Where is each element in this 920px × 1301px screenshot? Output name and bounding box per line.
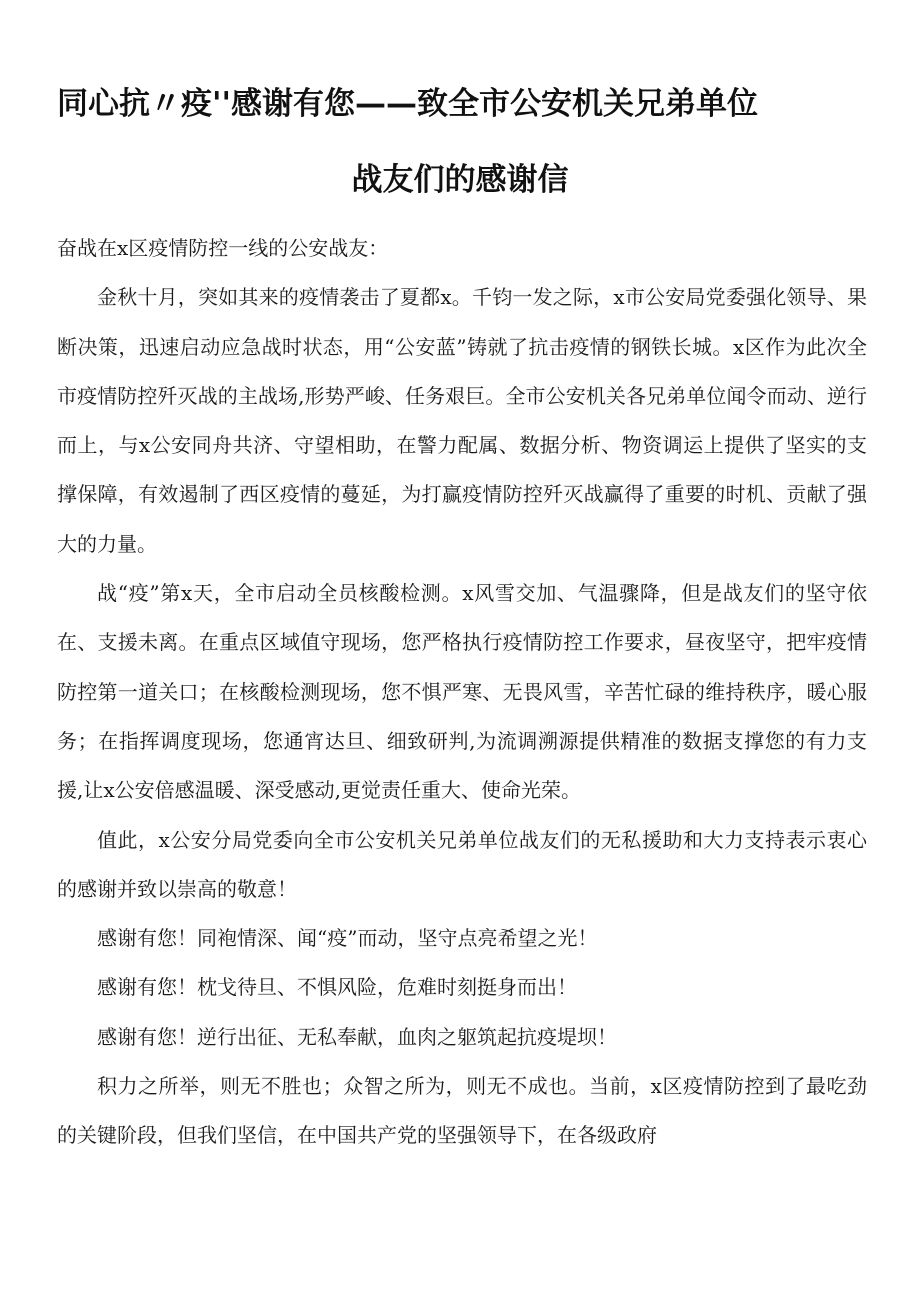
paragraph-6: 感谢有您！逆行出征、无私奉献，血肉之躯筑起抗疫堤坝！ bbox=[97, 1024, 617, 1049]
salutation: 奋战在x区疫情防控一线的公安战友： bbox=[57, 236, 389, 260]
document-title-line-1: 同心抗〃疫''感谢有您——致全市公安机关兄弟单位 bbox=[57, 86, 758, 122]
paragraph-4: 感谢有您！同袍情深、闻“疫”而动，坚守点亮希望之光！ bbox=[97, 926, 598, 951]
paragraph-1: 金秋十月，突如其来的疫情袭击了夏都x。千钧一发之际，x市公安局党委强化领导、果断决策，迅速启动应急战时状态，用“公安蓝”铸就了抗击疫情的钢铁长城。x区作为此次全市疫情防控歼灭战的主战场,形势严峻、任务艰巨。全市公安机关各兄弟单位闻令而动、逆行而上，与x公安同舟共济、守望相助，在警力配属、数据分析、物资调运上提供了坚实的支撑保障，有效遏制了西区疫情的蔓延，为打赢疫情防控歼灭战赢得了重要的时机、贡献了强大的力量。 bbox=[57, 285, 867, 556]
paragraph-2: 战“疫”第x天，全市启动全员核酸检测。x风雪交加、气温骤降，但是战友们的坚守依在、支援未离。在重点区域值守现场，您严格执行疫情防控工作要求，昼夜坚守，把牢疫情防控第一道关口；在核酸检测现场，您不惧严寒、无畏风雪，辛苦忙碌的维持秩序，暖心服务；在指挥调度现场，您通宵达旦、细致研判,为流调溯源提供精准的数据支撑您的有力支援,让x公安倍感温暖、深受感动,更觉责任重大、使命光荣。 bbox=[57, 581, 867, 803]
paragraph-3: 值此，x公安分局党委向全市公安机关兄弟单位战友们的无私援助和大力支持表示衷心的感谢并致以崇高的敬意！ bbox=[57, 827, 867, 901]
letter-body bbox=[57, 224, 867, 1161]
paragraph-5: 感谢有您！枕戈待旦、不惧风险，危难时刻挺身而出！ bbox=[97, 975, 577, 1000]
paragraph-7: 积力之所举，则无不胜也；众智之所为，则无不成也。当前，x区疫情防控到了最吃劲的关键阶段，但我们坚信，在中国共产党的坚强领导下，在各级政府 bbox=[57, 1074, 867, 1148]
document-title-line-2: 战友们的感谢信 bbox=[351, 162, 569, 198]
